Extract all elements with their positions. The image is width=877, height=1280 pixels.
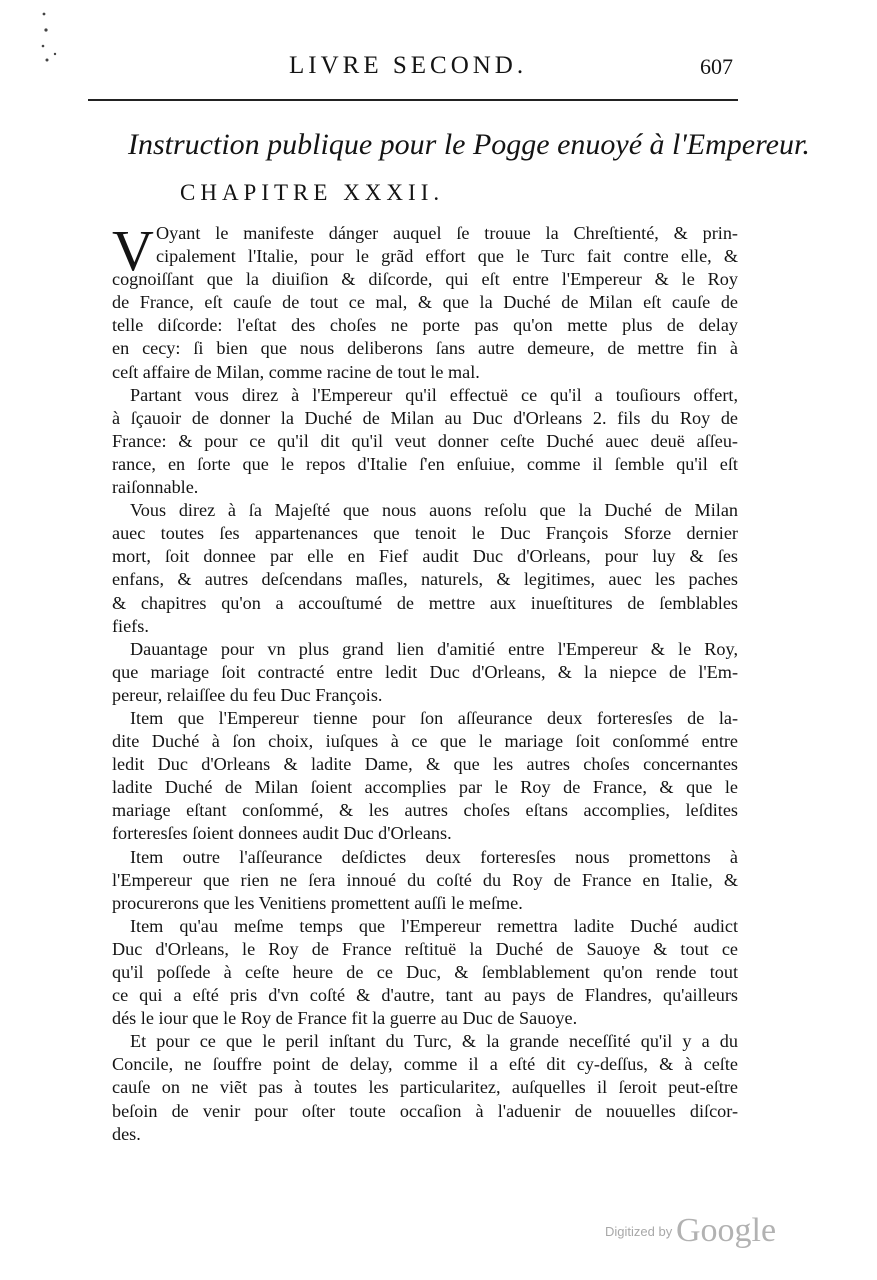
- drop-cap: V: [112, 218, 154, 283]
- text-line: ladite Duché de Milan ſoient accomplies par le Roy de France, & que le: [112, 777, 738, 798]
- text-line: mort, ſoit donnee par elle en Fief audit Duc d'Orleans, pour luy & ſes: [112, 546, 738, 567]
- text-line: Et pour ce que le peril inſtant du Turc, & la grande neceſſité qu'il y a du: [130, 1031, 738, 1052]
- text-line: Dauantage pour vn plus grand lien d'amitié entre l'Empereur & le Roy,: [130, 638, 738, 659]
- text-line: telle diſcorde: l'eſtat des choſes ne porte pas qu'on mette plus de delay: [112, 315, 738, 336]
- text-line: Item que l'Empereur tienne pour ſon aſſeurance deux forteresſes de la-: [130, 707, 738, 728]
- chapter-title: Instruction publique pour le Pogge enuoyé à l'Empereur.: [128, 128, 810, 161]
- text-line: cipalement l'Italie, pour le grãd effort que le Turc fait contre elle, &: [156, 246, 738, 267]
- text-line: dite Duché à ſon choix, iuſques à ce que le mariage ſoit conſommé entre: [112, 731, 738, 752]
- text-line: l'Empereur que rien ne ſera innoué du coſté du Roy de France en Italie, &: [112, 869, 738, 890]
- text-line: beſoin de venir pour oſter toute occaſion à l'aduenir de nouuelles diſcor-: [112, 1100, 738, 1121]
- text-line: Vous direz à ſa Majeſté que nous auons reſolu que la Duché de Milan: [130, 500, 738, 521]
- text-line: Partant vous direz à l'Empereur qu'il effectuë ce qu'il a touſiours offert,: [130, 384, 738, 405]
- text-line: cognoiſſant que la diuiſion & diſcorde, qui eſt entre l'Empereur & le Roy: [112, 269, 738, 290]
- body-text: [112, 218, 738, 1146]
- text-line: procurerons que les Venitiens promettent auſſi le meſme.: [112, 892, 523, 913]
- margin-marks: [40, 8, 70, 68]
- text-line: ledit Duc d'Orleans & ladite Dame, & que les autres choſes concernantes: [112, 754, 738, 775]
- text-line: à ſçauoir de donner la Duché de Milan au Duc d'Orleans 2. fils du Roy de: [112, 407, 738, 428]
- text-line: Item outre l'aſſeurance deſdictes deux forteresſes nous promettons à: [130, 846, 738, 867]
- text-line: & chapitres qu'on a accouſtumé de mettre aux inueſtitures de ſemblables: [112, 592, 738, 613]
- text-line: Duc d'Orleans, le Roy de France reſtituë la Duché de Sauoye & tout ce: [112, 938, 738, 959]
- page-number: 607: [700, 54, 733, 79]
- text-line: Item qu'au meſme temps que l'Empereur remettra ladite Duché audict: [130, 915, 738, 936]
- text-line: auec toutes ſes appartenances que tenoit le Duc François Sforze dernier: [112, 523, 738, 544]
- text-line: qu'il poſſede à ceſte heure de ce Duc, & ſemblablement qu'on rende tout: [112, 962, 738, 982]
- text-line: de France, eſt cauſe de tout ce mal, & que la Duché de Milan eſt cauſe de: [112, 292, 738, 313]
- text-line: Concile, ne ſouffre point de delay, comme il a eſté dit cy-deſſus, & à ceſte: [112, 1054, 738, 1075]
- text-line: ceſt affaire de Milan, comme racine de tout le mal.: [112, 361, 480, 382]
- digitized-label: Digitized by: [605, 1224, 673, 1239]
- text-line: raiſonnable.: [112, 477, 199, 498]
- text-line: rance, en ſorte que le repos d'Italie ſ'en enſuiue, comme il ſemble qu'il eſt: [112, 453, 738, 474]
- text-line: enfans, & autres deſcendans maſles, naturels, & legitimes, auec les paches: [112, 569, 738, 590]
- text-line: des.: [112, 1123, 141, 1144]
- text-line: forteresſes ſoient donnees audit Duc d'Orleans.: [112, 823, 452, 844]
- text-line: pereur, relaiſſee du feu Duc François.: [112, 684, 383, 705]
- chapter-heading: CHAPITRE XXXII.: [180, 180, 445, 205]
- text-line: ce qui a eſté pris d'vn coſté & d'autre, tant au pays de Flandres, qu'ailleurs: [112, 985, 738, 1006]
- google-logo: Google: [676, 1212, 777, 1249]
- text-line: mariage eſtant conſommé, & les autres choſes eſtans accomplies, leſdites: [112, 800, 738, 821]
- text-line: France: & pour ce qu'il dit qu'il veut donner ceſte Duché auec deuë aſſeu-: [112, 430, 738, 451]
- text-line: fiefs.: [112, 615, 149, 636]
- text-line: Oyant le manifeste dánger auquel ſe trouue la Chreſtienté, & prin-: [156, 223, 738, 243]
- text-line: dés le iour que le Roy de France fit la guerre au Duc de Sauoye.: [112, 1008, 578, 1029]
- text-line: que mariage ſoit contracté entre ledit Duc d'Orleans, & la niepce de l'Em-: [112, 661, 738, 682]
- text-line: cauſe on ne viẽt pas à toutes les particularitez, auſquelles il ſeroit peut-eſtre: [112, 1077, 738, 1098]
- text-line: en cecy: ſi bien que nous deliberons ſans autre demeure, de mettre fin à: [112, 338, 738, 359]
- running-head: LIVRE SECOND.: [289, 52, 528, 79]
- header-rule: [88, 99, 738, 101]
